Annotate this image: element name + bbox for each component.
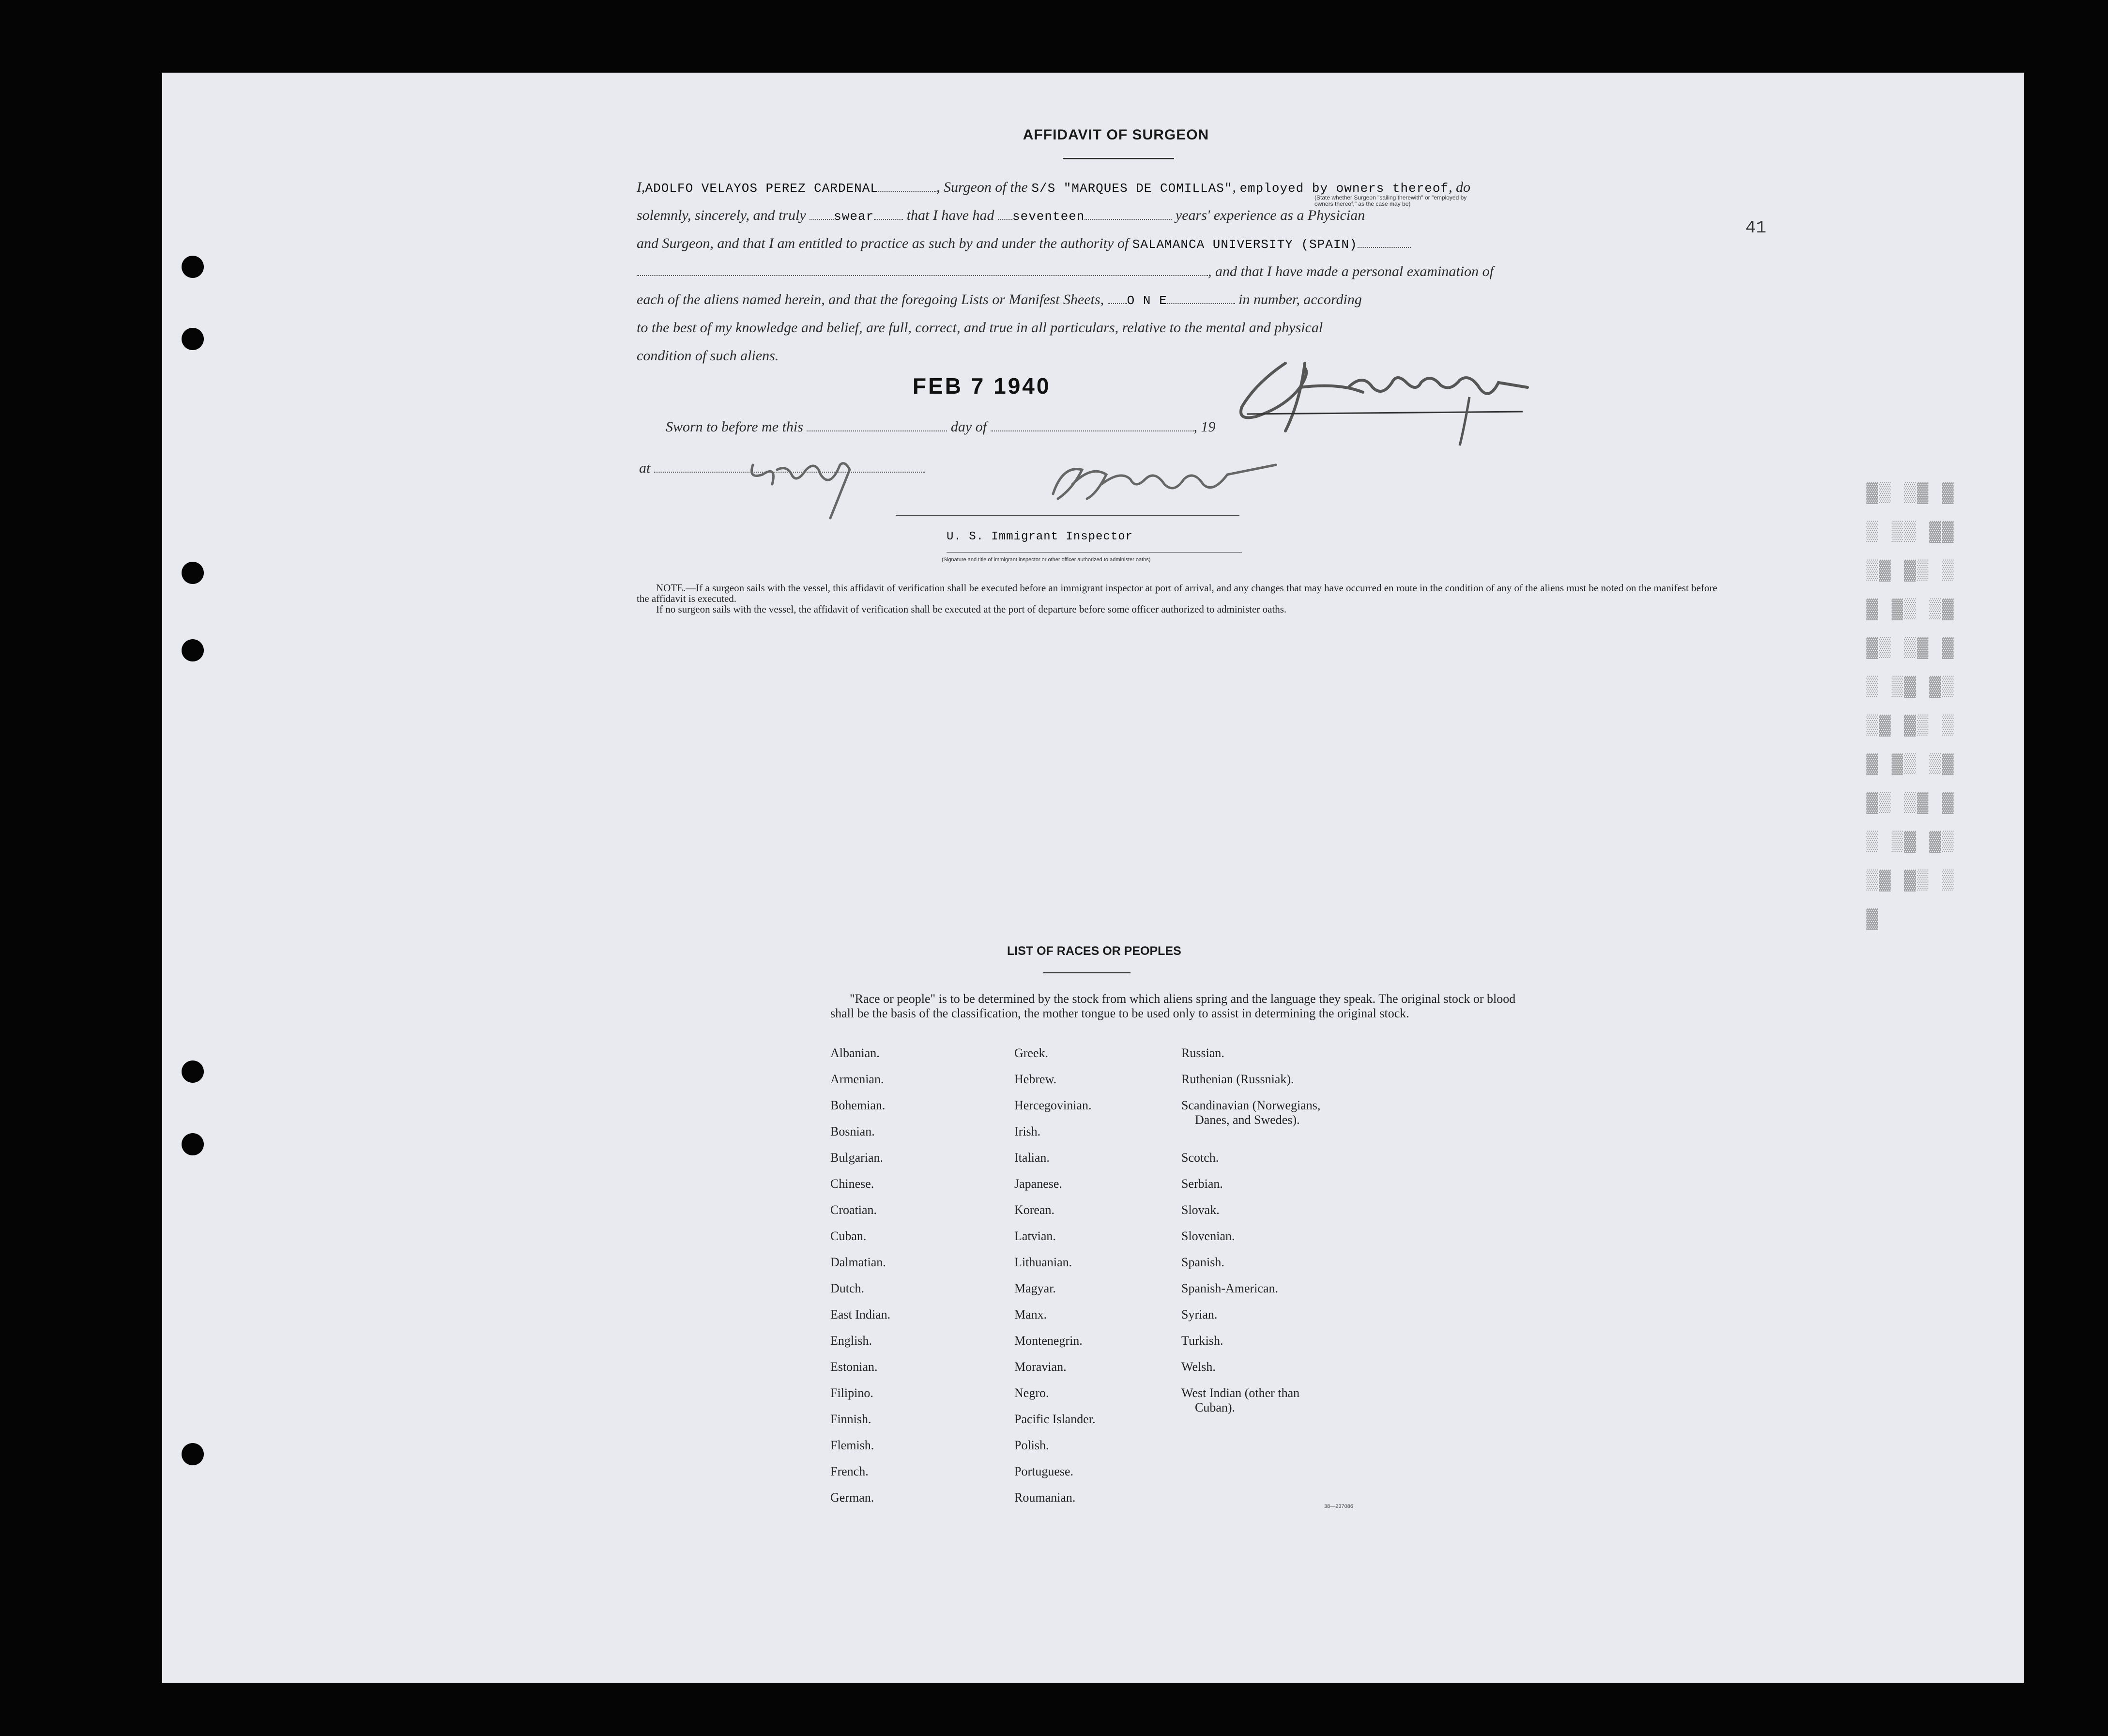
race-item: Hercegovinian. — [1014, 1098, 1092, 1112]
race-item: Cuban). — [1195, 1400, 1236, 1414]
page-number: 41 — [1745, 218, 1767, 238]
race-item: Spanish-American. — [1181, 1281, 1279, 1295]
affidavit-line-1 — [637, 179, 1470, 196]
form-code: 38—237086 — [1324, 1504, 1353, 1509]
race-item: Turkish. — [1181, 1334, 1223, 1348]
dotted-blank — [874, 209, 903, 220]
race-item: Armenian. — [830, 1072, 884, 1086]
race-item: French. — [830, 1464, 869, 1478]
races-title: LIST OF RACES OR PEOPLES — [1007, 944, 1181, 958]
place-handwriting — [743, 431, 879, 528]
affidavit-line-4 — [637, 263, 1494, 280]
dotted-blank — [1358, 237, 1411, 248]
employment-status: employed by owners thereof — [1239, 181, 1449, 196]
race-item: English. — [830, 1334, 872, 1348]
binder-hole — [182, 1060, 204, 1083]
race-item: Syrian. — [1181, 1307, 1218, 1321]
text-i: I, — [637, 179, 645, 195]
affidavit-title: AFFIDAVIT OF SURGEON — [1023, 127, 1209, 143]
dotted-blank — [810, 209, 834, 220]
race-item: Dutch. — [830, 1281, 865, 1295]
binder-hole — [182, 639, 204, 661]
race-item: Bosnian. — [830, 1124, 875, 1138]
binder-hole — [182, 328, 204, 350]
race-item: Filipino. — [830, 1386, 873, 1400]
race-item: Roumanian. — [1014, 1490, 1076, 1505]
text-do: , do — [1449, 179, 1471, 195]
inspector-title-line — [947, 552, 1242, 553]
dotted-blank — [878, 181, 936, 192]
race-item: Moravian. — [1014, 1360, 1067, 1374]
race-item: Lithuanian. — [1014, 1255, 1072, 1269]
binder-hole — [182, 1443, 204, 1465]
race-item: Japanese. — [1014, 1177, 1062, 1191]
text-surgeon-of: , Surgeon of the — [936, 179, 1028, 195]
race-item: Polish. — [1014, 1438, 1049, 1452]
race-item: Serbian. — [1181, 1177, 1223, 1191]
title-rule — [1063, 158, 1174, 159]
binder-hole — [182, 256, 204, 278]
text-sworn: Sworn to before me this — [666, 419, 803, 435]
race-item: Manx. — [1014, 1307, 1047, 1321]
years-experience: seventeen — [1012, 209, 1085, 224]
race-item: Flemish. — [830, 1438, 874, 1452]
race-item: Bulgarian. — [830, 1151, 884, 1165]
affidavit-line-7: condition of such aliens. — [637, 348, 779, 364]
race-item: Chinese. — [830, 1177, 874, 1191]
race-item: Albanian. — [830, 1046, 880, 1060]
race-item: East Indian. — [830, 1307, 891, 1321]
dotted-blank — [637, 265, 1208, 276]
employment-note: (State whether Surgeon "sailing therewith" or "employed by owners thereof," as the case may be) — [1314, 194, 1467, 207]
race-item: Latvian. — [1014, 1229, 1056, 1243]
text-i-have-had: that I have had — [906, 207, 994, 223]
text-day-of: day of — [950, 419, 987, 435]
text-years-experience: years' experience as a Physician — [1175, 207, 1365, 223]
dotted-blank — [998, 209, 1012, 220]
date-stamp: FEB 7 1940 — [913, 373, 1051, 399]
text-at: at — [639, 460, 651, 476]
text-personal-examination: , and that I have made a personal examination of — [1208, 263, 1494, 279]
race-item: Scandinavian (Norwegians, — [1181, 1098, 1321, 1112]
race-item: Montenegrin. — [1014, 1334, 1083, 1348]
dotted-blank — [1085, 209, 1172, 220]
surgeon-name: ADOLFO VELAYOS PEREZ CARDENAL — [645, 181, 878, 196]
race-item: Magyar. — [1014, 1281, 1056, 1295]
races-intro: "Race or people" is to be determined by the stock from which aliens spring and the language they speak. The original stock or blood shall be the basis of the classification, the mother tongue to be used only to assist in determining the original stock. — [830, 992, 1516, 1020]
text-year: , 19 — [1193, 419, 1216, 435]
race-item: Welsh. — [1181, 1360, 1216, 1374]
race-item: Croatian. — [830, 1203, 877, 1217]
binder-hole — [182, 562, 204, 584]
race-item: Hebrew. — [1014, 1072, 1057, 1086]
ship-name: S/S "MARQUES DE COMILLAS" — [1031, 181, 1233, 196]
race-item: Bohemian. — [830, 1098, 886, 1112]
affidavit-line-6: to the best of my knowledge and belief, are full, correct, and true in all particulars, relative to the mental and physical — [637, 320, 1323, 336]
inspector-signature — [1024, 446, 1285, 518]
affidavit-line-5 — [637, 292, 1362, 308]
race-item: Italian. — [1014, 1151, 1050, 1165]
race-item: Cuban. — [830, 1229, 867, 1243]
bleed-through-artifact: ▓▒ ▒▓ ▓▒ ▒▒ ▓▓ ▒▓ ▓▒ ▒▓ ▓▒ ▒▓ ▓▒ ▒▓ ▓▒ ▒▓ ▓▒ ▒▓ ▓▒ ▒▓ ▓▒ ▒▓ ▓▒ ▒▓ ▓▒ ▒▓ ▓▒ ▒▓ ▓▒ ▒▓ — [1866, 483, 1955, 931]
note-surgeon-sails: NOTE.—If a surgeon sails with the vessel, this affidavit of verification shall be executed before an immigrant inspector at port of arrival, and any changes that may have occurred en route in the condition of any of the aliens must be noted on the manifest before the affidavit is executed. — [637, 582, 1717, 604]
race-item: Korean. — [1014, 1203, 1055, 1217]
race-item: Russian. — [1181, 1046, 1224, 1060]
race-item: Danes, and Swedes). — [1195, 1113, 1300, 1127]
dotted-blank — [807, 421, 947, 431]
race-item: Irish. — [1014, 1124, 1041, 1138]
race-item: Ruthenian (Russniak). — [1181, 1072, 1294, 1086]
sheet-count: O N E — [1127, 293, 1167, 308]
inspector-title: U. S. Immigrant Inspector — [947, 530, 1133, 543]
licensing-authority: SALAMANCA UNIVERSITY (SPAIN) — [1132, 237, 1358, 252]
surgeon-signature — [1227, 334, 1537, 450]
dotted-blank — [991, 421, 1194, 431]
text-solemnly: solemnly, sincerely, and truly — [637, 207, 806, 223]
race-item: Spanish. — [1181, 1255, 1224, 1269]
race-item: Slovak. — [1181, 1203, 1220, 1217]
affidavit-line-2 — [637, 207, 1365, 224]
race-item: Pacific Islander. — [1014, 1412, 1096, 1426]
race-item: Negro. — [1014, 1386, 1049, 1400]
dotted-blank — [1108, 293, 1127, 304]
swear-word: swear — [834, 209, 874, 224]
signature-caption: (Signature and title of immigrant inspector or other officer authorized to administer oaths) — [942, 557, 1151, 563]
race-item: German. — [830, 1490, 874, 1505]
note-no-surgeon: If no surgeon sails with the vessel, the affidavit of verification shall be executed at the port of departure before some officer authorized to administer oaths. — [656, 603, 1287, 615]
dotted-blank — [1167, 293, 1235, 304]
race-item: West Indian (other than — [1181, 1386, 1300, 1400]
race-item: Dalmatian. — [830, 1255, 886, 1269]
race-item: Estonian. — [830, 1360, 878, 1374]
inspector-signature-line — [896, 515, 1239, 516]
races-title-rule — [1043, 972, 1130, 973]
race-item: Slovenian. — [1181, 1229, 1235, 1243]
race-item: Portuguese. — [1014, 1464, 1074, 1478]
affidavit-line-3 — [637, 235, 1411, 252]
text-authority: and Surgeon, and that I am entitled to practice as such by and under the authority of — [637, 235, 1129, 251]
race-item: Scotch. — [1181, 1151, 1219, 1165]
document-page — [162, 73, 2024, 1683]
race-item: Greek. — [1014, 1046, 1049, 1060]
text-in-number: in number, according — [1238, 292, 1362, 307]
text-comma: , — [1232, 179, 1236, 195]
race-item: Finnish. — [830, 1412, 871, 1426]
text-manifest-sheets: each of the aliens named herein, and that the foregoing Lists or Manifest Sheets, — [637, 292, 1104, 307]
binder-hole — [182, 1133, 204, 1155]
